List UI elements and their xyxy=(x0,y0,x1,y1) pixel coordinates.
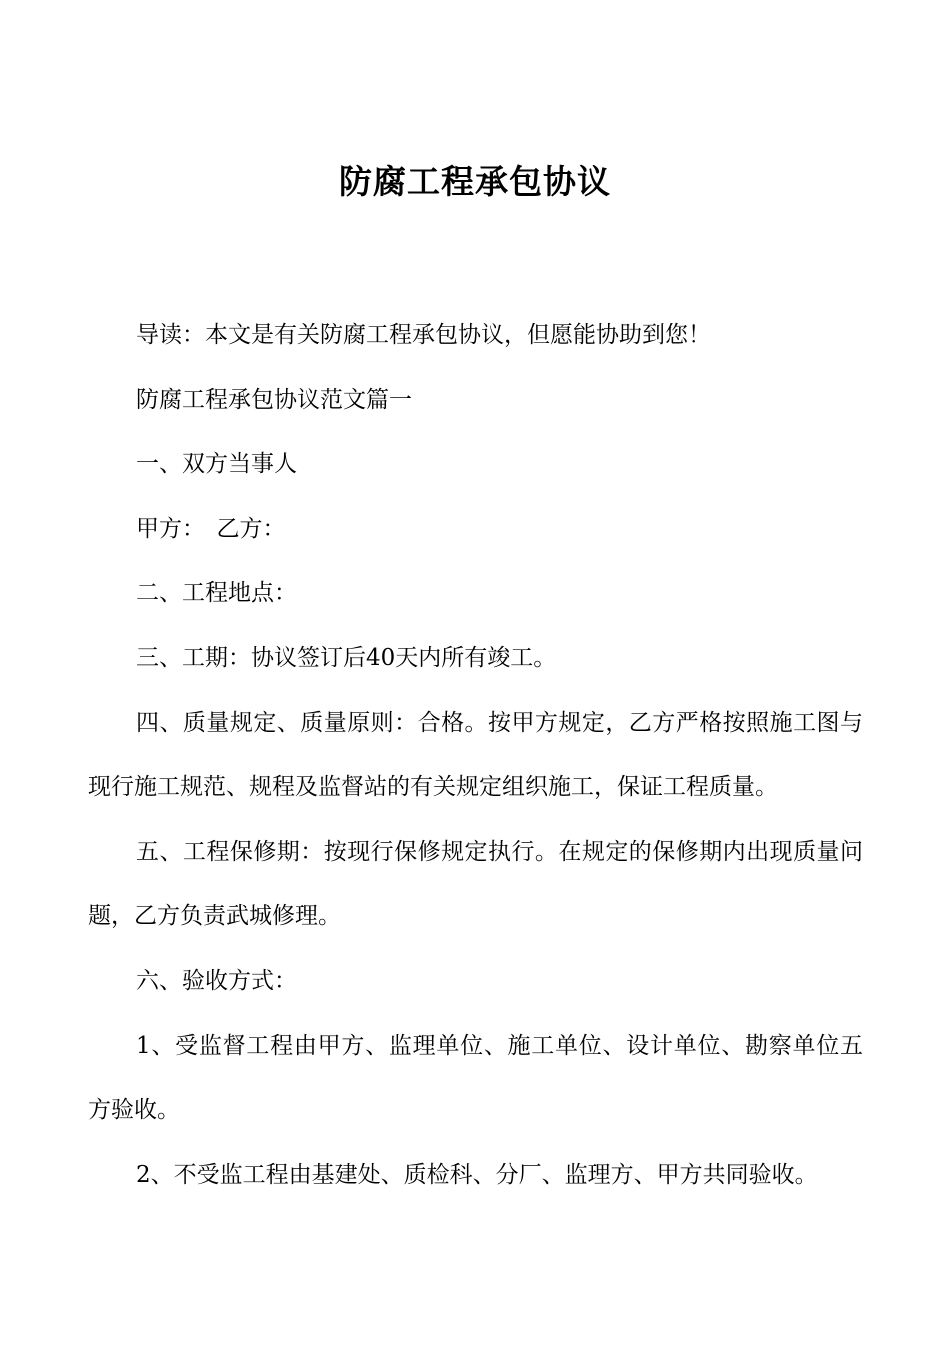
acceptance-item-2: 2、不受监工程由基建处、质检科、分厂、监理方、甲方共同验收。 xyxy=(136,1161,818,1188)
clause-location: 二、工程地点： xyxy=(136,580,297,607)
section-heading: 防腐工程承包协议范文篇一 xyxy=(136,386,412,413)
parties-line: 甲方： 乙方： xyxy=(136,515,286,542)
document-title: 防腐工程承包协议 xyxy=(339,162,611,201)
clause-duration: 三、工期：协议签订后40天内所有竣工。 xyxy=(136,644,557,671)
clause-warranty: 五、工程保修期：按现行保修规定执行。在规定的保修期内出现质量问题，乙方负责武城修理。 xyxy=(88,838,863,930)
clause-acceptance: 六、验收方式： xyxy=(136,967,297,994)
document-body xyxy=(88,303,863,1207)
acceptance-item-1: 1、受监督工程由甲方、监理单位、施工单位、设计单位、勘察单位五方验收。 xyxy=(88,1032,863,1124)
clause-parties: 一、双方当事人 xyxy=(136,451,297,478)
clause-quality: 四、质量规定、质量原则：合格。按甲方规定，乙方严格按照施工图与现行施工规范、规程及监督站的有关规定组织施工，保证工程质量。 xyxy=(88,709,863,801)
intro-paragraph: 导读：本文是有关防腐工程承包协议，但愿能协助到您！ xyxy=(136,322,711,348)
